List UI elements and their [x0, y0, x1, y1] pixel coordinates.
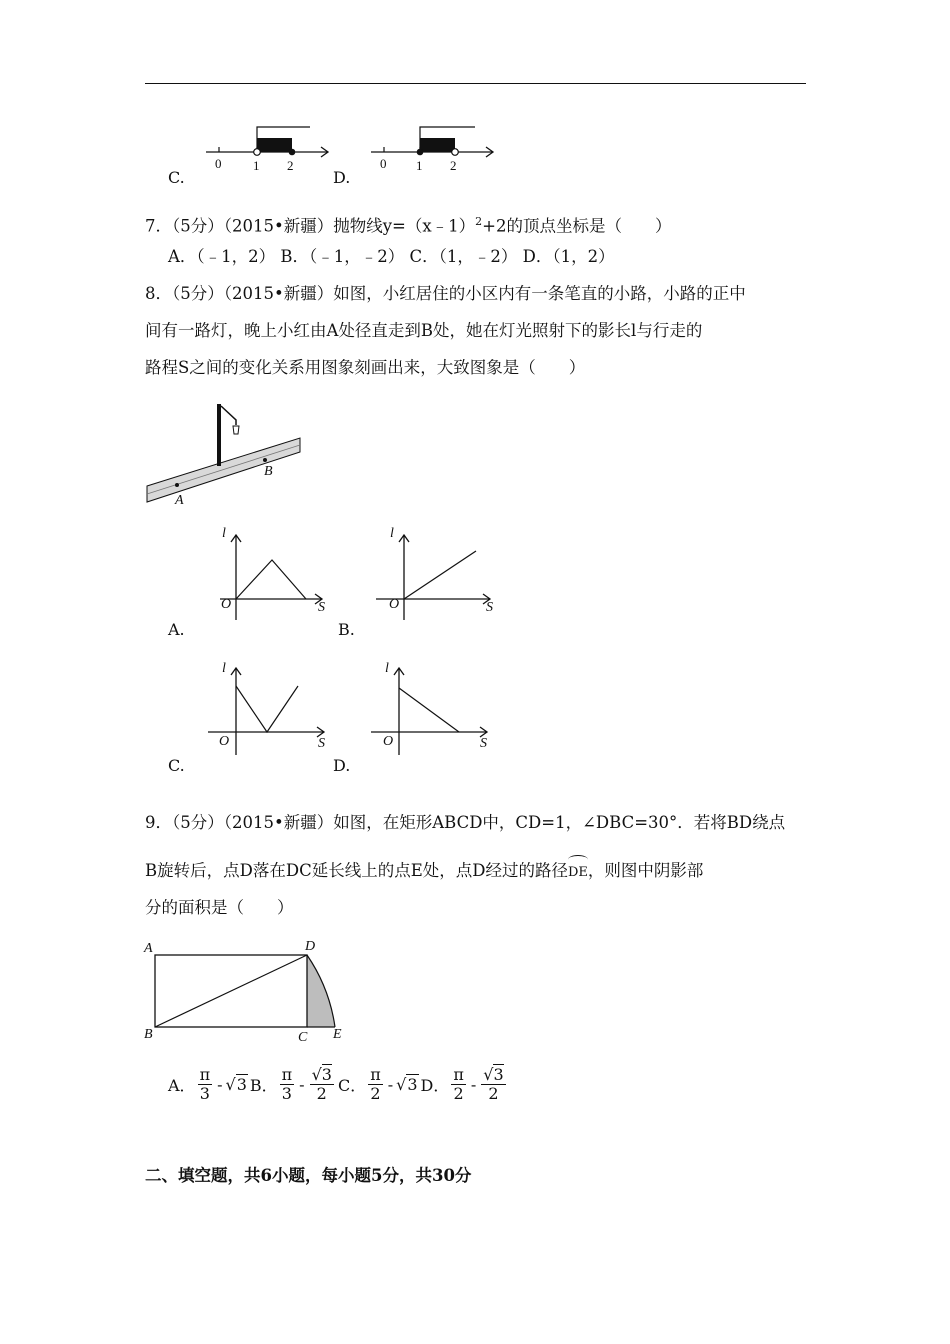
q6-number-line-c: [200, 120, 335, 178]
q8-option-c-label: C.: [168, 756, 185, 775]
q8-stem-line1: 8．（5分）（2015•新疆）如图，小红居住的小区内有一条笔直的小路，小路的正中: [145, 284, 746, 303]
q9-options: A． $\frac{\pi}{3}$ - √3 B． $\frac{\pi}{3}$ - $\frac{√3}{2}$ C． $\frac{\pi}{2}$ - √3 D． $\frac{\pi}{2}$ - $\frac{√3}{2}$: [168, 1065, 504, 1103]
q6-d-tick-1: 1: [416, 158, 423, 173]
q9-fig-label-b: B: [144, 1027, 153, 1042]
q9-option-d-frac-pi: $\frac{\pi}{2}$: [453, 1065, 464, 1103]
q8-graph-d-origin: O: [383, 734, 394, 749]
q9-option-b-frac-pi: $\frac{\pi}{3}$: [281, 1065, 293, 1103]
q8-graph-c-x-label: S: [318, 736, 325, 751]
q8-graph-c-y-label: l: [222, 661, 226, 676]
q9-stem-line2: B旋转后，点D落在DC延长线上的点E处，点D经过的路径DE，则图中阴影部: [145, 860, 703, 884]
q6-c-tick-1: 1: [253, 158, 260, 173]
q8-fig-label-a: A: [175, 493, 184, 508]
header-rule: [145, 83, 806, 84]
q9-option-a-frac: $\frac{\pi}{3}$: [199, 1065, 211, 1103]
q8-graph-b-origin: O: [389, 597, 400, 612]
q8-graph-b-y-label: l: [390, 526, 394, 541]
q9-rectangle-figure: [140, 940, 360, 1050]
q6-option-d-label: D.: [333, 168, 351, 187]
q9-option-c-sqrt: √3: [396, 1075, 418, 1094]
q8-graph-a-y-label: l: [222, 526, 226, 541]
q9-stem-line3: 分的面积是（ ）: [145, 898, 294, 917]
q8-option-b-label: B.: [338, 620, 355, 639]
q8-stem-line2: 间有一路灯，晚上小红由A处径直走到B处，她在灯光照射下的影长l与行走的: [145, 321, 703, 340]
q6-option-c-label: C.: [168, 168, 185, 187]
q8-stem-line3: 路程S之间的变化关系用图象刻画出来，大致图象是（ ）: [145, 358, 586, 377]
q9-option-d-frac-sqrt: $\frac{√3}{2}$: [483, 1065, 504, 1103]
q7-options: A．（﹣1，2） B．（﹣1，﹣2） C．（1，﹣2） D．（1，2）: [168, 247, 615, 266]
q9-stem-line1: 9．（5分）（2015•新疆）如图，在矩形ABCD中，CD=1，∠DBC=30°．若将BD绕点: [145, 813, 786, 832]
q8-option-a-label: A.: [168, 620, 185, 639]
q6-c-tick-0: 0: [215, 156, 222, 171]
q9-fig-label-a: A: [144, 941, 153, 956]
q8-graph-a-x-label: S: [318, 600, 325, 615]
q9-fig-label-c: C: [298, 1030, 308, 1045]
q9-option-a-sqrt: √3: [225, 1075, 247, 1094]
q8-graph-d-y-label: l: [385, 661, 389, 676]
q9-option-b-label: B．: [249, 1076, 278, 1095]
q6-c-tick-2: 2: [287, 158, 294, 173]
q8-road-lamp-figure: [143, 398, 308, 513]
q9-option-c-label: C．: [337, 1076, 367, 1095]
q9-arc-de: DE: [568, 860, 588, 884]
q6-d-tick-2: 2: [450, 158, 457, 173]
q8-graph-d-x-label: S: [480, 736, 487, 751]
q8-graph-a-origin: O: [221, 597, 232, 612]
q9-option-d-label: D．: [420, 1076, 450, 1095]
q9-option-a-label: A．: [168, 1076, 196, 1095]
section-2-title: 二、填空题，共6小题，每小题5分，共30分: [145, 1166, 472, 1185]
q7-stem: 7．（5分）（2015•新疆）抛物线y=（x﹣1）$^2$+2的顶点坐标是（ ）: [145, 215, 672, 236]
q9-option-b-frac-sqrt: $\frac{√3}{2}$: [311, 1065, 332, 1103]
q6-number-line-d: [365, 120, 500, 178]
q9-fig-label-d: D: [305, 939, 316, 954]
q8-option-d-label: D.: [333, 756, 351, 775]
q9-option-c-frac: $\frac{\pi}{2}$: [370, 1065, 381, 1103]
q9-fig-label-e: E: [333, 1027, 342, 1042]
q8-fig-label-b: B: [264, 464, 273, 479]
q6-d-tick-0: 0: [380, 156, 387, 171]
q8-graph-b-x-label: S: [486, 600, 493, 615]
q8-graph-c-origin: O: [219, 734, 230, 749]
